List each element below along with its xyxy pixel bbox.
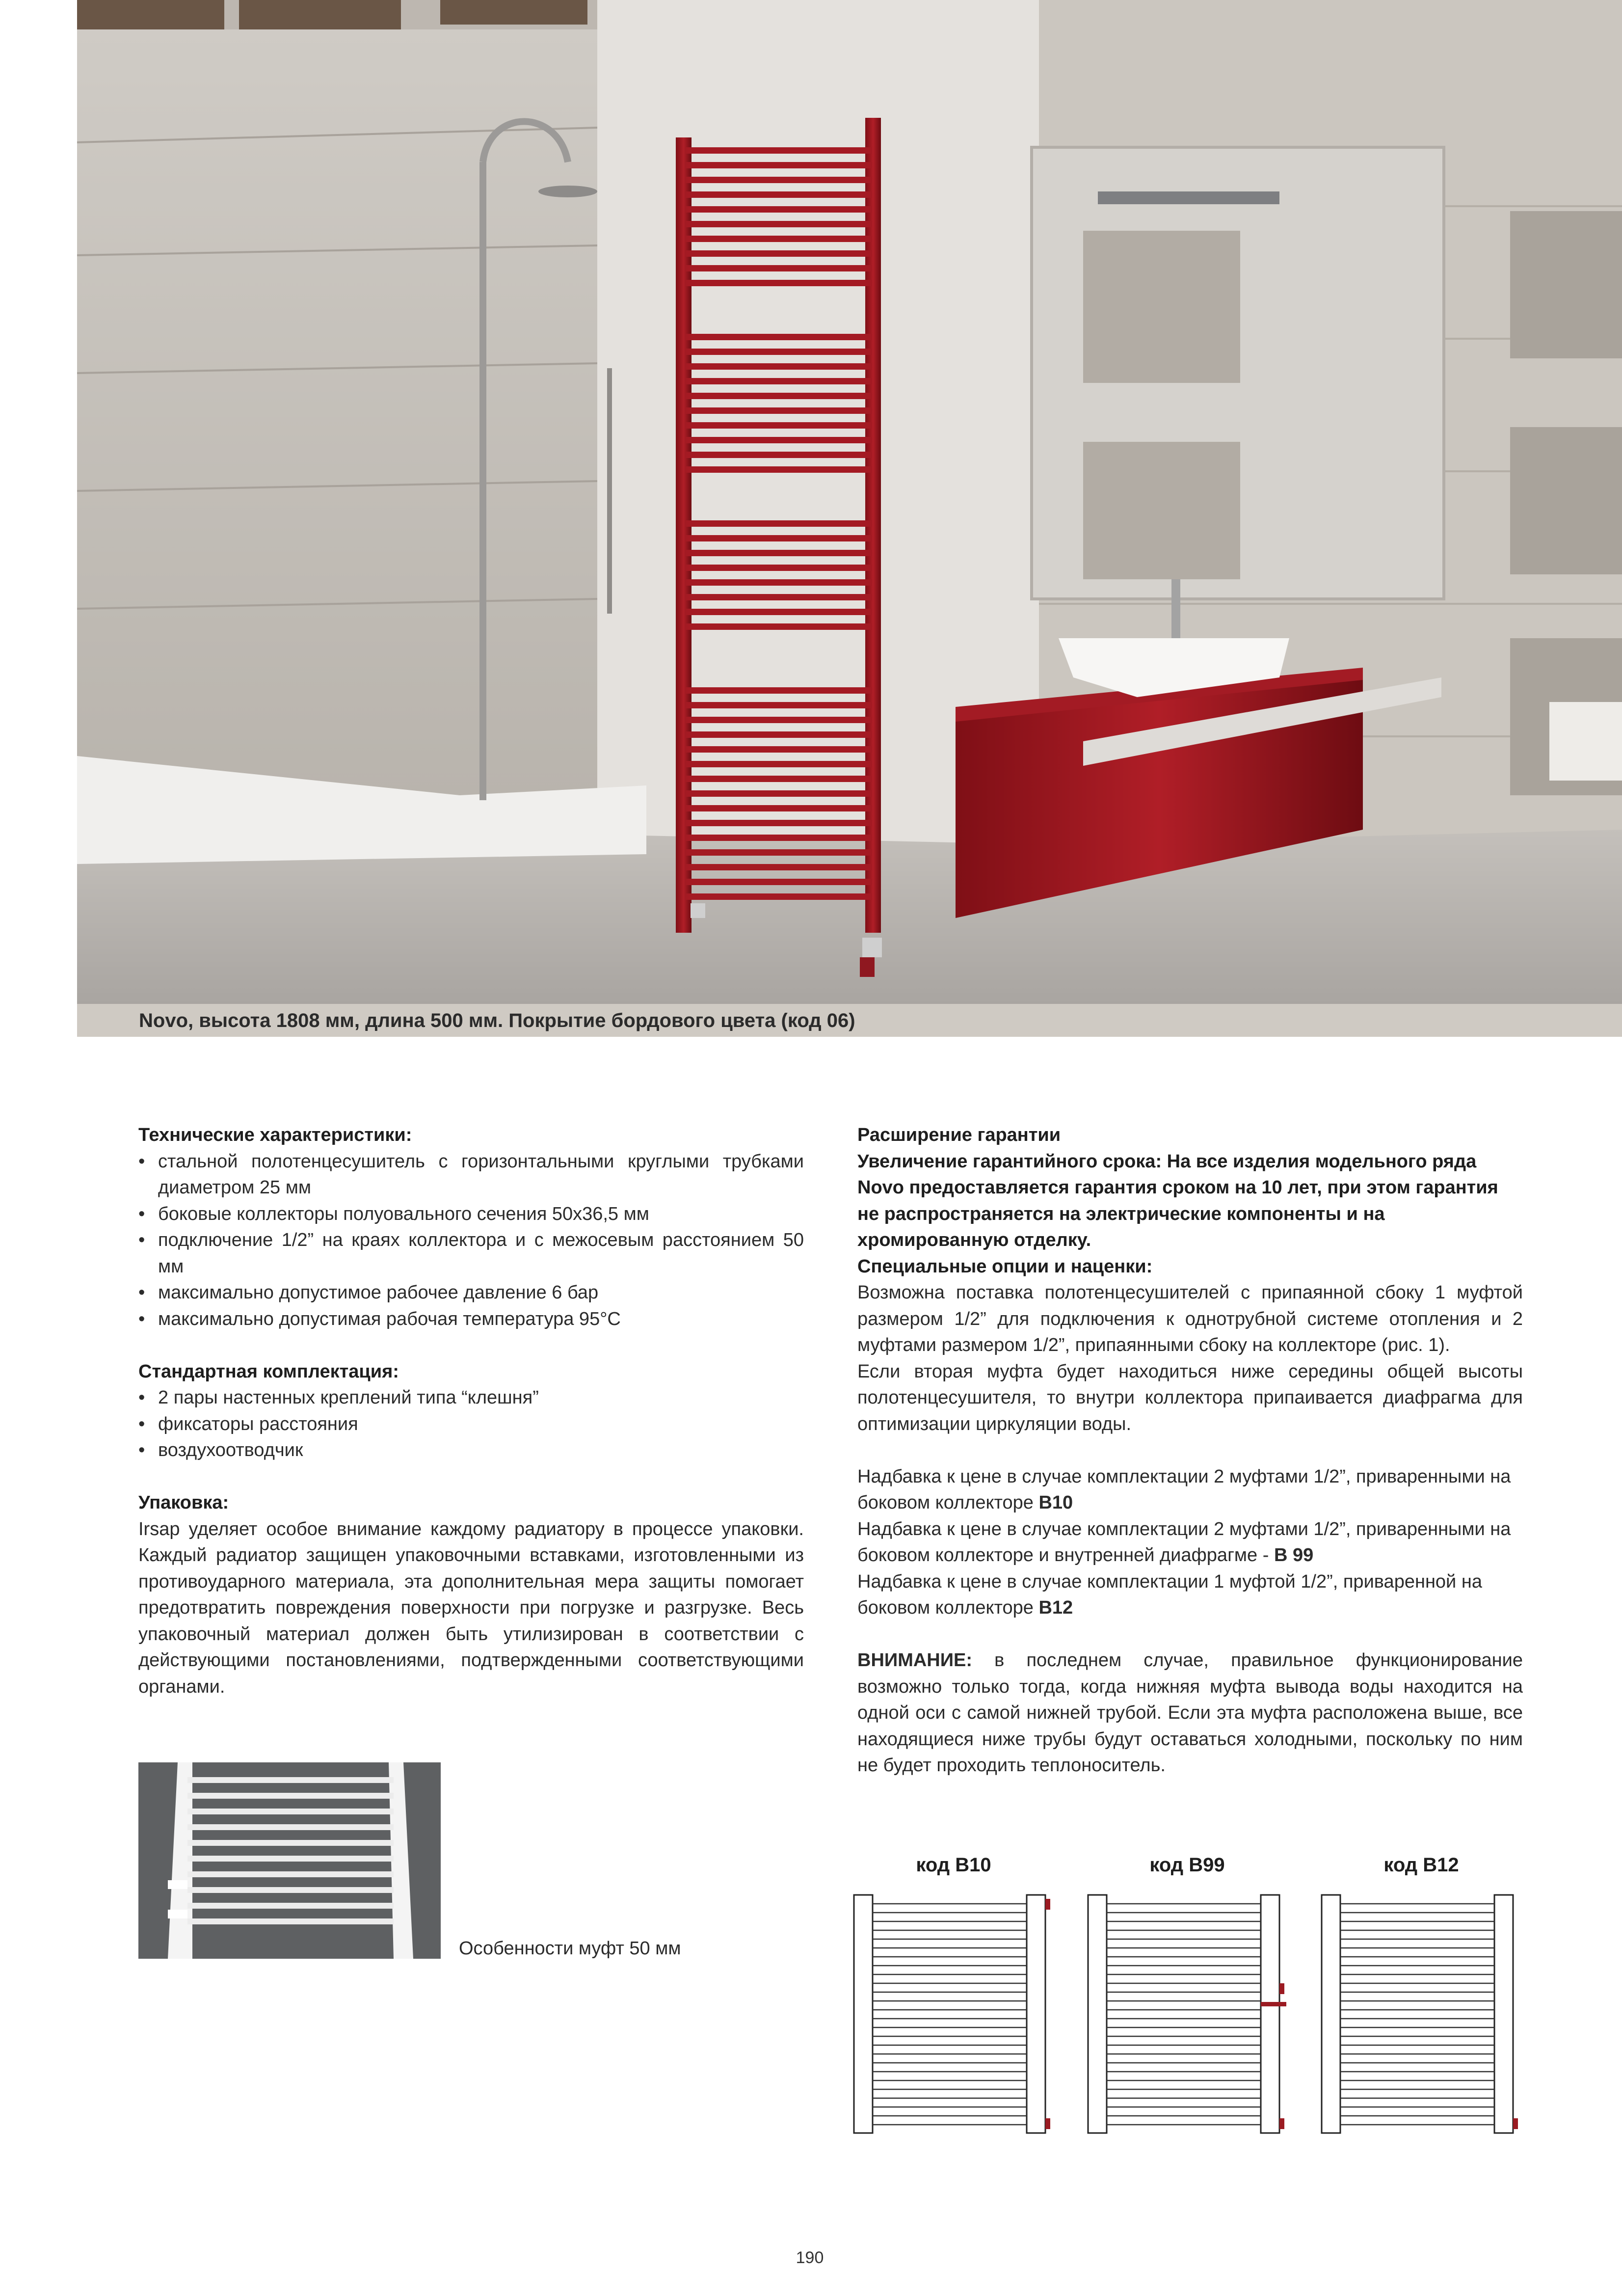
connection-detail-caption: Особенности муфт 50 мм bbox=[459, 1938, 681, 1959]
attention-text: в последнем случае, правильное функционирование возможно только тогда, когда нижняя муфта вывода воды находится на одной оси с самой нижней трубой. Если эта муфта расположена выше, все находящиеся ниже трубы будут оставаться холодными, поскольку по ним не будет проходить теплоноситель. bbox=[857, 1650, 1523, 1776]
list-item: • 2 пары настенных креплений типа “клешня” bbox=[138, 1385, 804, 1411]
photo-caption: Novo, высота 1808 мм, длина 500 мм. Покрытие бордового цвета (код 06) bbox=[139, 1010, 855, 1031]
options-text-1: Возможна поставка полотенцесушителей с припаянной сбоку 1 муфтой размером 1/2” для подключения к однотрубной системе отопления и 2 муфтами размером 1/2”, припаянными сбоку на коллекторе (рис. 1). bbox=[857, 1282, 1523, 1355]
page-number: 190 bbox=[796, 2248, 824, 2267]
standard-kit-title: Стандартная комплектация: bbox=[138, 1361, 399, 1382]
list-item: • максимально допустимая рабочая температура 95°C bbox=[138, 1306, 804, 1333]
list-item: • подключение 1/2” на краях коллектора и с межосевым расстоянием 50 мм bbox=[138, 1227, 804, 1280]
attention-note bbox=[857, 1648, 1523, 1779]
right-collector bbox=[1494, 1895, 1513, 2133]
surcharge-code: B12 bbox=[1038, 1597, 1073, 1618]
list-item: • боковые коллекторы полуовального сечения 50x36,5 мм bbox=[138, 1201, 804, 1228]
connector bbox=[1045, 1899, 1050, 1910]
left-collector bbox=[1322, 1895, 1340, 2133]
tech-specs-title: Технические характеристики: bbox=[138, 1125, 412, 1145]
surcharge-code: B 99 bbox=[1274, 1545, 1314, 1566]
left-collector bbox=[854, 1895, 873, 2133]
diagram-label-b99: код B99 bbox=[1149, 1854, 1225, 1876]
options-title: Специальные опции и наценки: bbox=[857, 1256, 1153, 1277]
tech-specs-list bbox=[138, 1149, 804, 1333]
bathroom-illustration bbox=[77, 0, 1622, 1004]
right-column bbox=[857, 1122, 1523, 1779]
diagram-label-b12: код B12 bbox=[1383, 1854, 1459, 1876]
right-collector bbox=[1027, 1895, 1045, 2133]
surcharge-code: B10 bbox=[1038, 1492, 1073, 1513]
options-text-2: Если вторая муфта будет находиться ниже середины общей высоты полотенцесушителя, то внутри коллектора припаивается диафрагма для оптимизации циркуляции воды. bbox=[857, 1361, 1523, 1434]
connector bbox=[1279, 1983, 1284, 1994]
warranty-title: Расширение гарантии bbox=[857, 1125, 1061, 1145]
right-collector bbox=[1261, 1895, 1279, 2133]
connection-diagrams bbox=[844, 1885, 1541, 2140]
connection-detail-graphic bbox=[138, 1762, 441, 1959]
connection-detail-image bbox=[138, 1762, 441, 1959]
standard-kit-list bbox=[138, 1385, 804, 1464]
surcharge-text: Надбавка к цене в случае комплектации 2 муфтами 1/2”, приваренными на боковом коллекторе bbox=[857, 1466, 1511, 1513]
diaphragm bbox=[1261, 2002, 1286, 2006]
list-item: • максимально допустимое рабочее давление 6 бар bbox=[138, 1280, 804, 1306]
packaging-text: Irsap уделяет особое внимание каждому радиатору в процессе упаковки. Каждый радиатор защищен упаковочными вставками, изготовленными из противоударного материала, эта дополнительная мера защиты помогает предотвратить повреждения поверхности при погрузке и разгрузке. Весь упаковочный материал должен быть утилизирован в соответствии с действующими постановлениями, подтвержденными соответствующими органами. bbox=[138, 1518, 804, 1697]
list-item: • фиксаторы расстояния bbox=[138, 1411, 804, 1438]
connector bbox=[1279, 2118, 1284, 2129]
connector bbox=[1513, 2118, 1518, 2129]
surcharge-text: Надбавка к цене в случае комплектации 1 муфтой 1/2”, приваренной на боковом коллекторе bbox=[857, 1571, 1482, 1618]
attention-label: ВНИМАНИЕ: bbox=[857, 1650, 973, 1671]
left-column bbox=[138, 1122, 804, 1700]
surcharge-item bbox=[857, 1464, 1523, 1516]
diagram-label-b10: код B10 bbox=[916, 1854, 991, 1876]
packaging-title: Упаковка: bbox=[138, 1492, 229, 1513]
surcharge-item bbox=[857, 1516, 1523, 1569]
left-collector bbox=[1088, 1895, 1107, 2133]
warranty-text: Увеличение гарантийного срока: На все изделия модельного ряда Novo предоставляется гарантия сроком на 10 лет, при этом гарантия не распространяется на электрические компоненты и на хромированную отделку. bbox=[857, 1151, 1498, 1250]
surcharge-item bbox=[857, 1569, 1523, 1621]
product-photo bbox=[77, 0, 1622, 1004]
connector bbox=[1045, 2118, 1050, 2129]
photo-caption-bar bbox=[77, 1004, 1622, 1037]
list-item: • воздухоотводчик bbox=[138, 1437, 804, 1464]
list-item: • стальной полотенцесушитель с горизонтальными круглыми трубками диаметром 25 мм bbox=[138, 1149, 804, 1201]
surcharge-text: Надбавка к цене в случае комплектации 2 муфтами 1/2”, приваренными на боковом коллекторе и внутренней диафрагме - bbox=[857, 1518, 1511, 1566]
